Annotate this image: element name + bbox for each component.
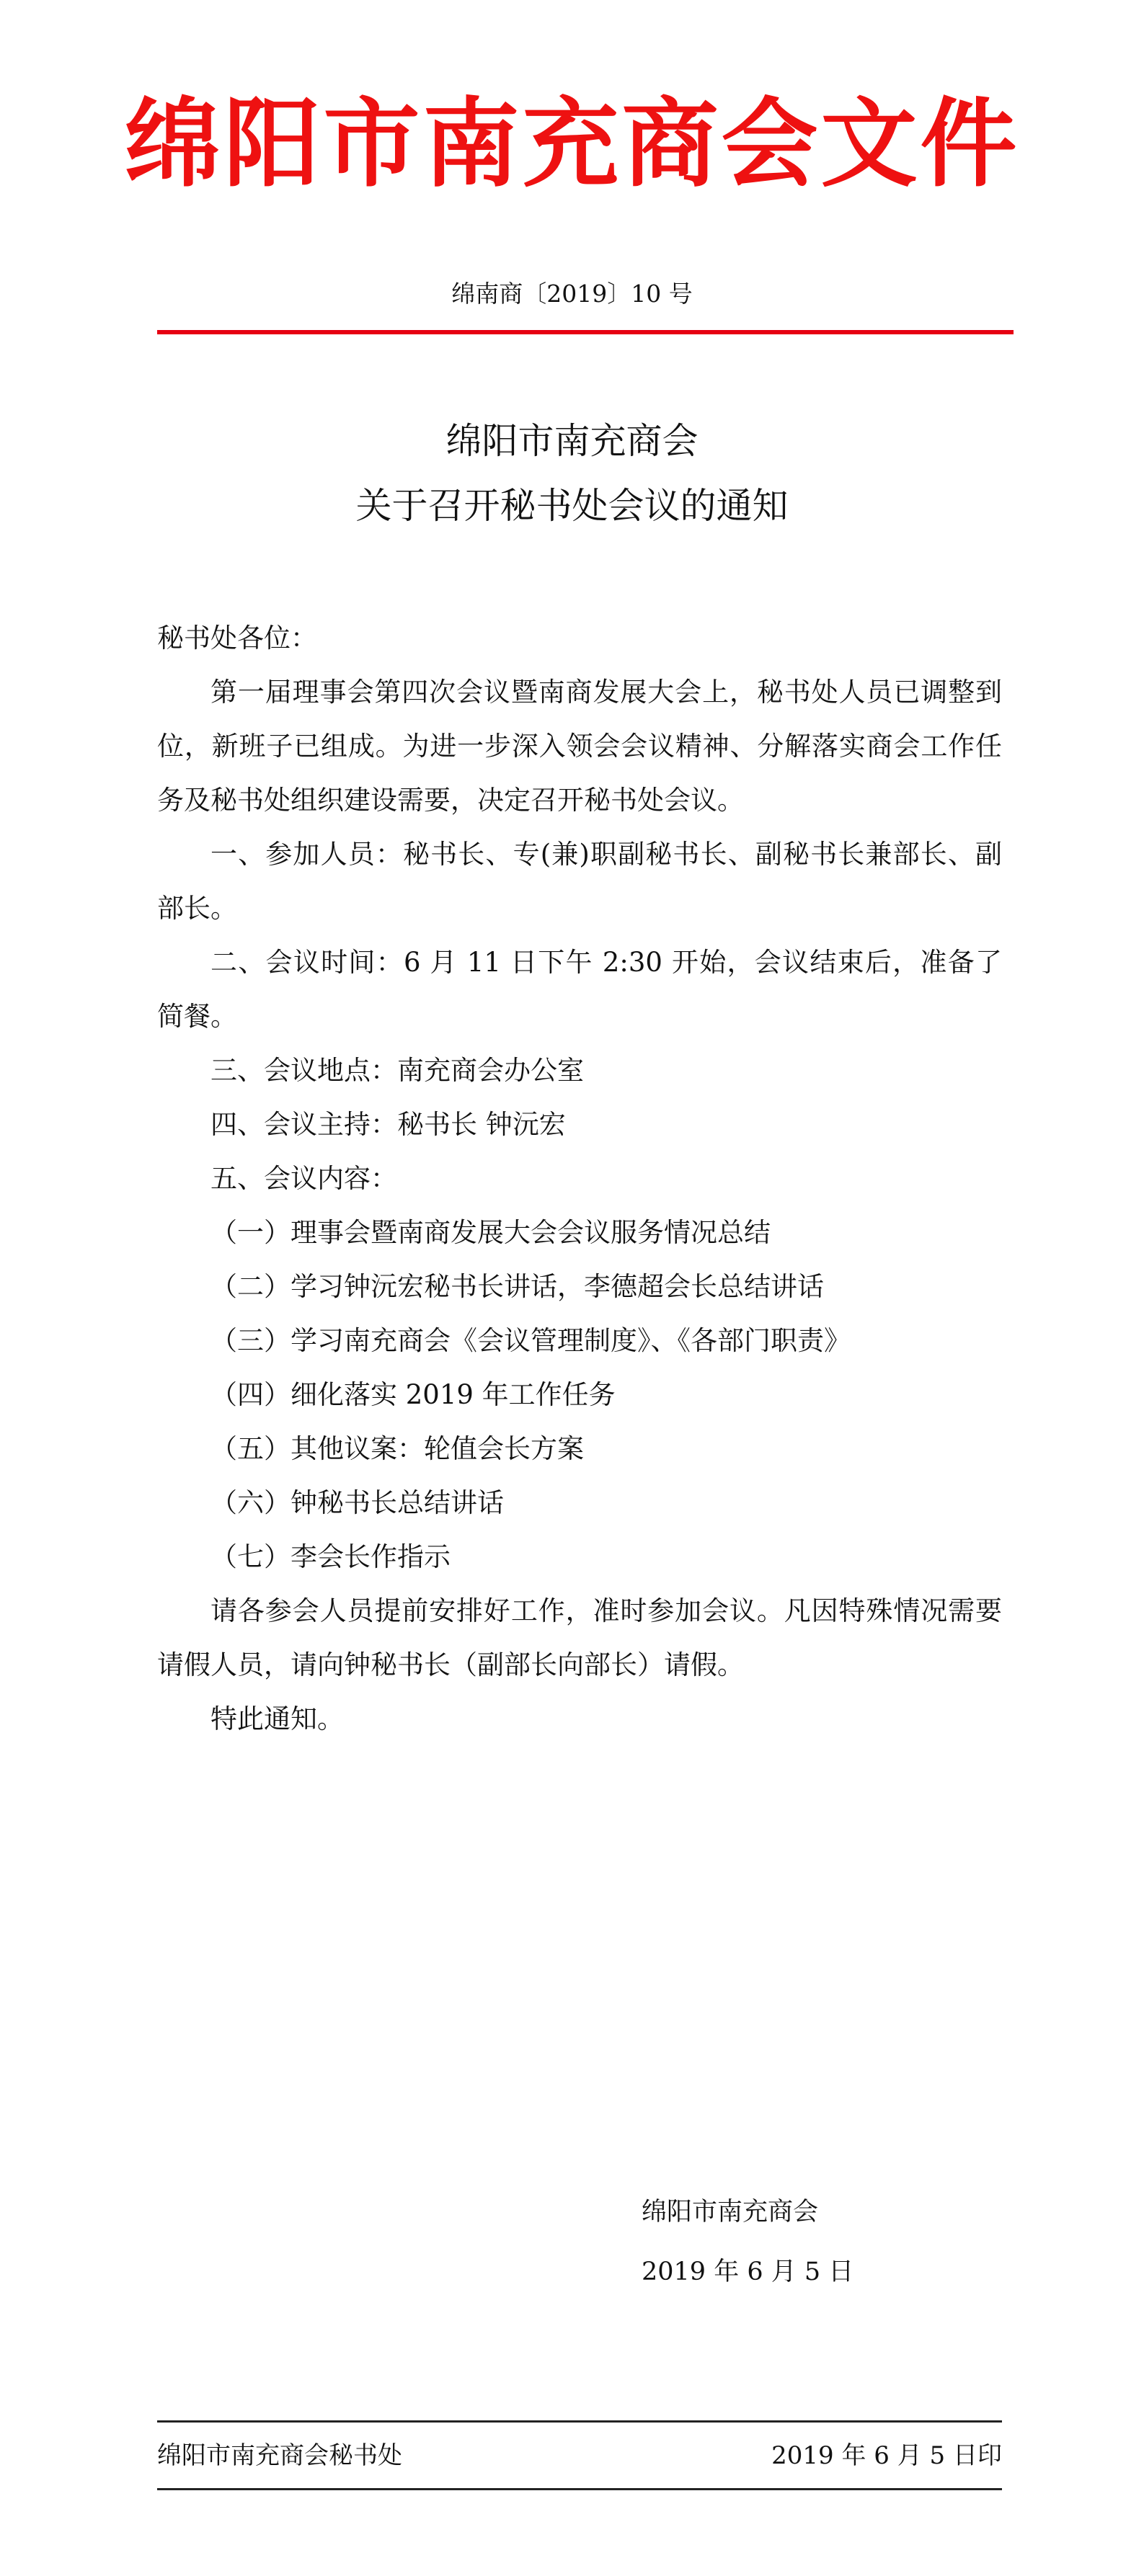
footer-issuer: 绵阳市南充商会秘书处	[157, 2441, 402, 2470]
agenda-item: （五）其他议案：轮值会长方案	[210, 1433, 584, 1464]
salutation: 秘书处各位：	[157, 623, 317, 654]
agenda-item: （四）细化落实 2019 年工作任务	[210, 1379, 616, 1410]
masthead-title: 绵阳市南充商会文件	[124, 88, 1020, 200]
red-divider	[157, 330, 1014, 334]
notice-sentence: 特此通知。	[210, 1703, 344, 1734]
agenda-item: （六）钟秘书长总结讲话	[210, 1487, 504, 1518]
signature-organization: 绵阳市南充商会	[642, 2198, 819, 2227]
agenda-item: （二）学习钟沅宏秘书长讲话，李德超会长总结讲话	[210, 1271, 824, 1302]
document-number: 绵南商〔2019〕10 号	[451, 280, 693, 308]
notice-title-subject: 关于召开秘书处会议的通知	[355, 485, 789, 527]
agenda-item: （一）理事会暨南商发展大会会议服务情况总结	[210, 1217, 771, 1248]
signature-date: 2019 年 6 月 5 日	[642, 2258, 854, 2286]
item-time: 二、会议时间：6 月 11 日下午 2:30 开始，会议结束后，准备了简餐。	[157, 947, 1002, 1032]
item-location: 三、会议地点：南充商会办公室	[210, 1055, 584, 1086]
footer-print-date: 2019 年 6 月 5 日印	[771, 2441, 1002, 2470]
intro-paragraph: 第一届理事会第四次会议暨南商发展大会上，秘书处人员已调整到位，新班子已组成。为进一步深入领会会议精神、分解落实商会工作任务及秘书处组织建设需要，决定召开秘书处会议。	[157, 677, 1002, 816]
item-attendees: 一、参加人员：秘书长、专(兼)职副秘书长、副秘书长兼部长、副部长。	[157, 839, 1002, 924]
footer-bottom-rule	[157, 2488, 1002, 2490]
footer-top-rule	[157, 2420, 1002, 2423]
notice-title-organization: 绵阳市南充商会	[445, 420, 699, 462]
item-content: 五、会议内容：	[210, 1163, 397, 1194]
notice-body	[157, 611, 1002, 1746]
closing-paragraph: 请各参会人员提前安排好工作，准时参加会议。凡因特殊情况需要请假人员，请向钟秘书长（副部长向部长）请假。	[157, 1595, 1002, 1680]
item-host: 四、会议主持：秘书长 钟沅宏	[210, 1109, 566, 1140]
agenda-item: （三）学习南充商会《会议管理制度》、《各部门职责》	[210, 1325, 851, 1356]
agenda-item: （七）李会长作指示	[210, 1541, 451, 1572]
